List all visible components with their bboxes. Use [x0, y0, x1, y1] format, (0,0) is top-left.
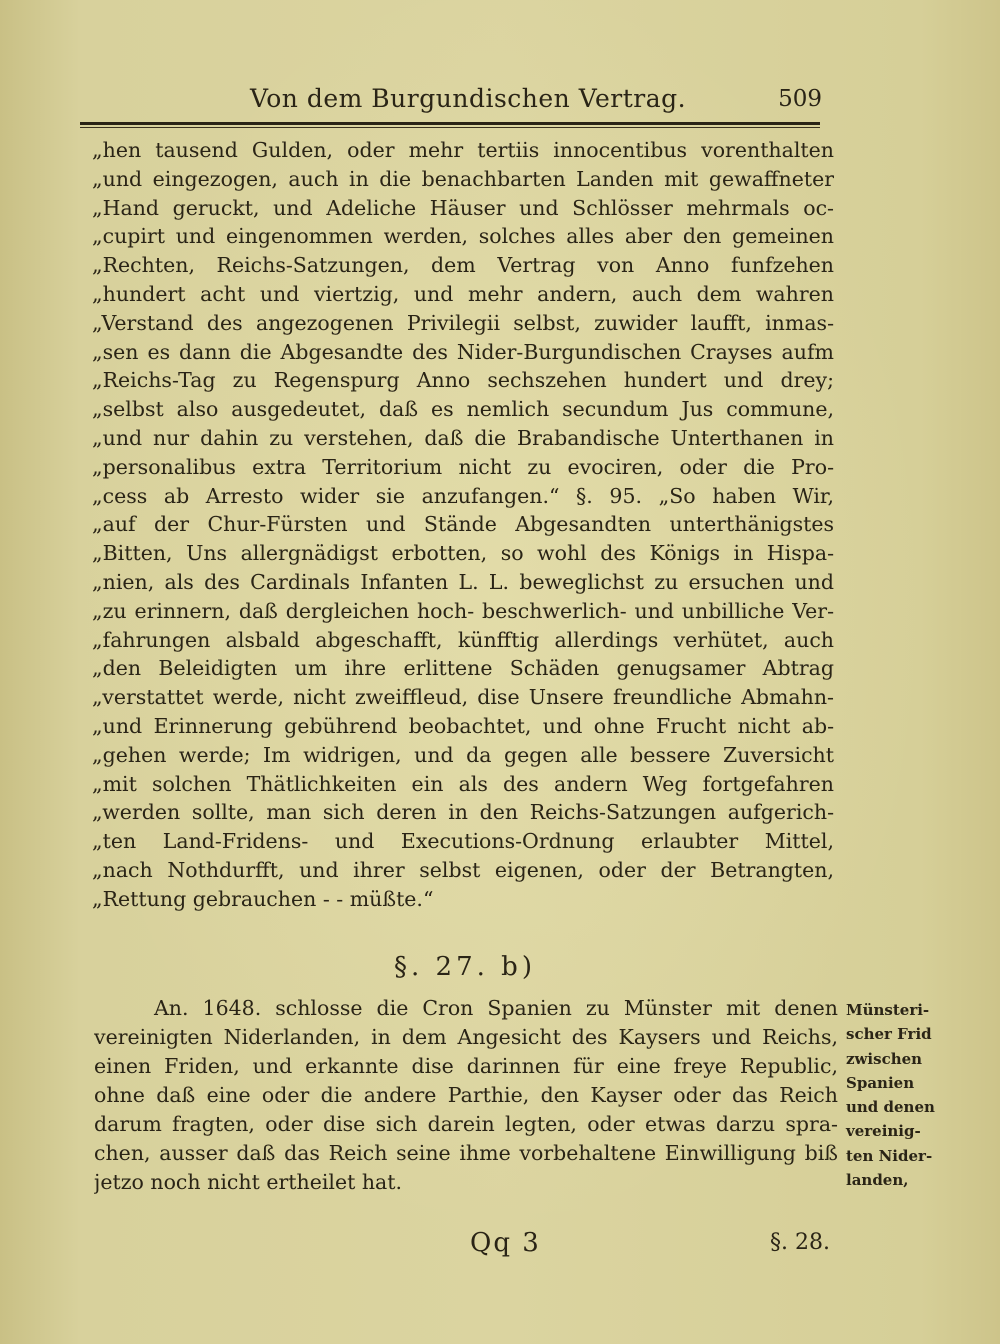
- text-line: „verstattet werde, nicht zweiffleud, dise Unsere freundliche Abmahn-: [92, 685, 834, 710]
- text-line: „cupirt und eingenommen werden, solches alles aber den gemeinen: [92, 224, 834, 249]
- text-line: „Rettung gebrauchen - - müßte.“: [92, 886, 434, 911]
- text-line: „nach Nothdurfft, und ihrer selbst eigenen, oder der Betrangten,: [92, 857, 834, 882]
- text-line: „hen tausend Gulden, oder mehr tertiis innocentibus vorenthalten: [92, 138, 834, 162]
- text-line: „personalibus extra Territorium nicht zu evociren, oder die Pro-: [92, 454, 834, 479]
- margin-note-line: Spanien: [846, 1073, 915, 1092]
- section-heading: §. 27. b): [394, 952, 536, 982]
- margin-note-line: vereinig-: [846, 1122, 921, 1141]
- text-line: An. 1648. schlosse die Cron Spanien zu Münster mit denen: [154, 996, 838, 1020]
- text-line: chen, ausser daß das Reich seine ihme vorbehaltene Einwilligung biß: [94, 1141, 838, 1165]
- header-rule: [80, 122, 820, 125]
- text-line: „hundert acht und viertzig, und mehr andern, auch dem wahren: [92, 281, 834, 306]
- header-rule-thin: [80, 127, 820, 128]
- text-line: „und eingezogen, auch in die benachbarten Landen mit gewaffneter: [92, 166, 834, 191]
- margin-note-line: zwischen: [846, 1049, 923, 1068]
- text-line: „selbst also ausgedeutet, daß es nemlich secundum Jus commune,: [92, 397, 834, 422]
- text-line: „und Erinnerung gebührend beobachtet, und ohne Frucht nicht ab-: [92, 713, 834, 738]
- marginal-note: [846, 998, 966, 1192]
- text-line: „ten Land-Fridens- und Executions-Ordnung erlaubter Mittel,: [92, 829, 834, 854]
- text-line: jetzo noch nicht ertheilet hat.: [94, 1170, 403, 1194]
- text-line: einen Friden, und erkannte dise darinnen für eine freye Republic,: [94, 1054, 838, 1078]
- margin-note-line: landen,: [846, 1171, 909, 1190]
- margin-note-line: und denen: [846, 1098, 935, 1117]
- text-line: „Verstand des angezogenen Privilegii selbst, zuwider laufft, inmas-: [92, 310, 834, 335]
- text-line: vereinigten Niderlanden, in dem Angesicht des Kaysers und Reichs,: [94, 1025, 838, 1049]
- text-line: „fahrungen alsbald abgeschafft, künfftig allerdings verhütet, auch: [92, 627, 834, 652]
- text-line: „Reichs-Tag zu Regenspurg Anno sechszehen hundert und drey;: [92, 368, 834, 393]
- margin-note-line: Münsteri-: [846, 1001, 930, 1019]
- catchword: §. 28.: [770, 1230, 830, 1255]
- text-line: „werden sollte, man sich deren in den Reichs-Satzungen aufgerich-: [92, 800, 834, 825]
- text-line: „Rechten, Reichs-Satzungen, dem Vertrag von Anno funfzehen: [92, 253, 834, 278]
- quoted-text-block: [92, 136, 834, 914]
- signature-mark: Qq 3: [470, 1228, 541, 1258]
- text-line: „zu erinnern, daß dergleichen hoch- beschwerlich- und unbilliche Ver-: [92, 598, 834, 623]
- margin-note-line: ten Nider-: [846, 1146, 933, 1165]
- body-paragraph: [94, 994, 838, 1197]
- page-header: [80, 84, 830, 118]
- text-line: darum fragten, oder dise sich darein legten, oder etwas darzu spra-: [94, 1112, 838, 1136]
- text-line: „Bitten, Uns allergnädigst erbotten, so wohl des Königs in Hispa-: [92, 541, 834, 566]
- text-line: „gehen werde; Im widrigen, und da gegen alle bessere Zuversicht: [92, 742, 834, 767]
- text-line: „cess ab Arresto wider sie anzufangen.“ §. 95. „So haben Wir,: [92, 483, 834, 508]
- running-title: Von dem Burgundischen Vertrag.: [250, 84, 687, 113]
- text-line: „sen es dann die Abgesandte des Nider-Burgundischen Crayses aufm: [92, 339, 834, 364]
- text-line: „den Beleidigten um ihre erlittene Schäden genugsamer Abtrag: [92, 656, 834, 681]
- text-line: „nien, als des Cardinals Infanten L. L. beweglichst zu ersuchen und: [92, 569, 834, 594]
- page-number: 509: [778, 86, 822, 112]
- text-line: „mit solchen Thätlichkeiten ein als des andern Weg fortgefahren: [92, 771, 834, 796]
- margin-note-line: scher Frid: [846, 1025, 932, 1044]
- text-line: ohne daß eine oder die andere Parthie, den Kayser oder das Reich: [94, 1083, 838, 1107]
- text-line: „Hand geruckt, und Adeliche Häuser und Schlösser mehrmals oc-: [92, 195, 834, 220]
- text-line: „und nur dahin zu verstehen, daß die Brabandische Unterthanen in: [92, 425, 834, 450]
- text-line: „auf der Chur-Fürsten und Stände Abgesandten unterthänigstes: [92, 512, 834, 537]
